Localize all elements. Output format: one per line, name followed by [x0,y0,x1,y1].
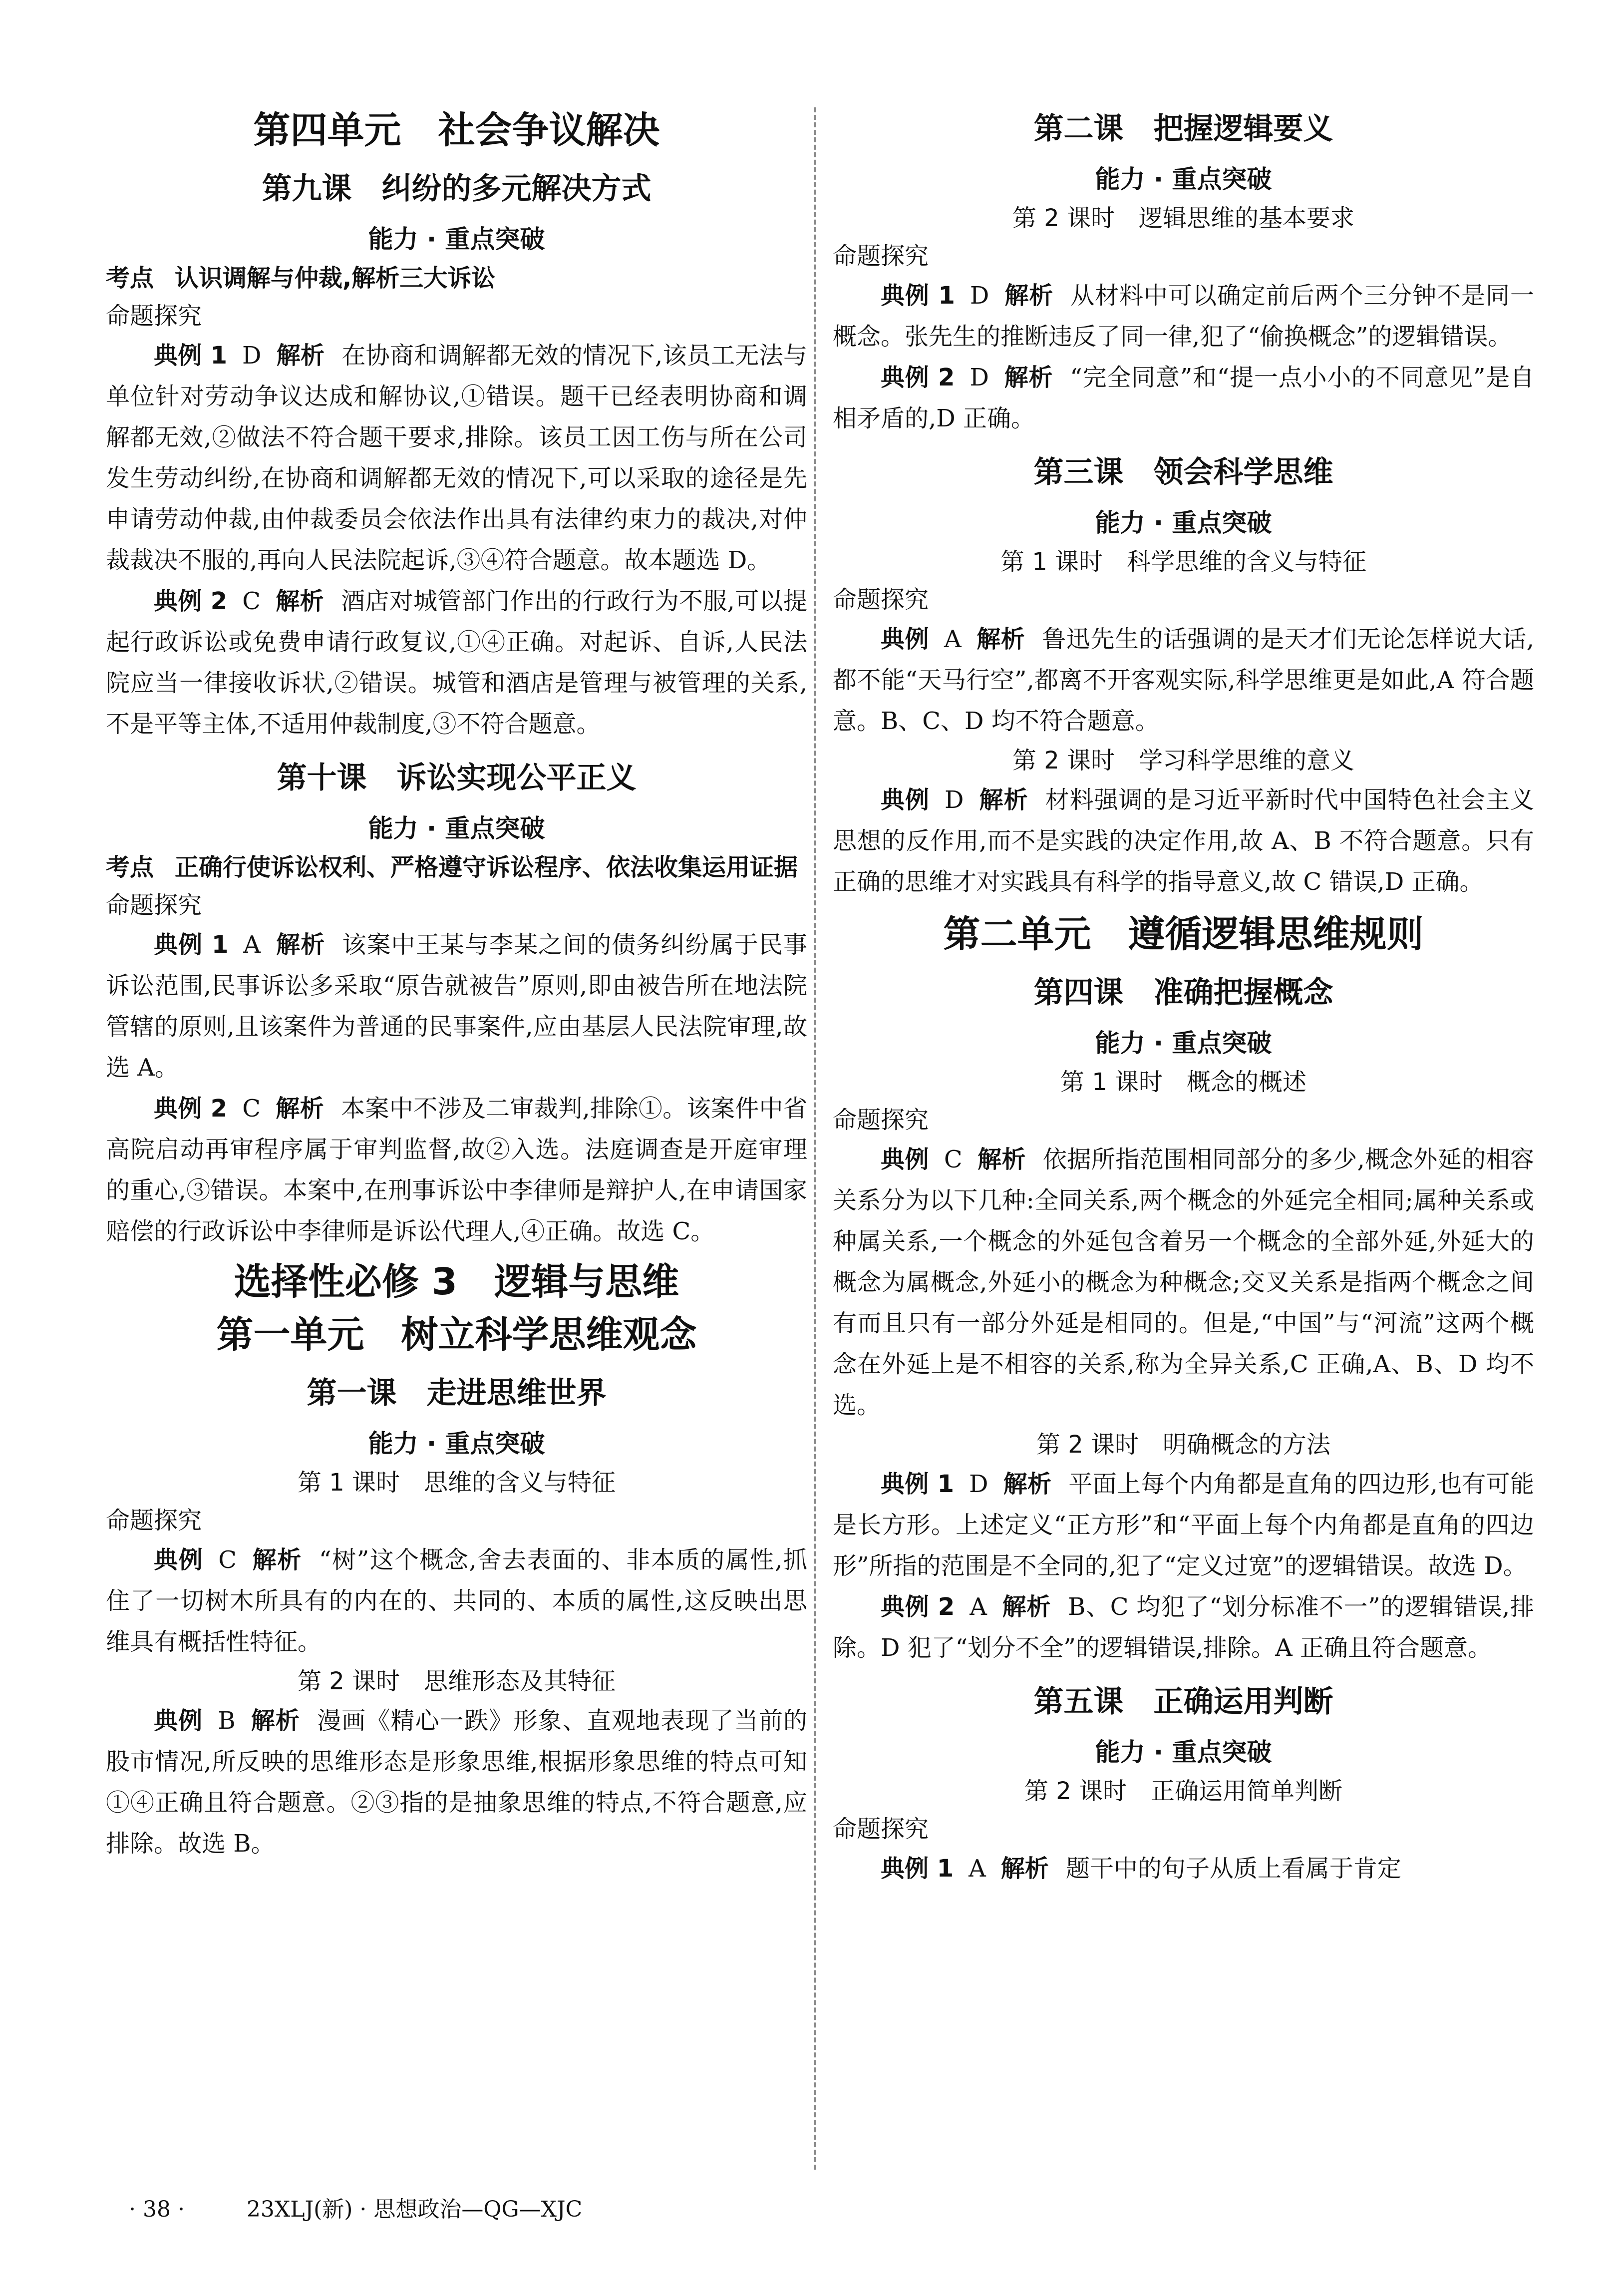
lesson-title: 第三课 领会科学思维 [1033,455,1333,490]
section-heading: 能力 · 重点突破 [1095,165,1272,194]
unit-title: 第四单元 社会争议解决 [253,109,660,152]
mingti-label: 命题探究 [833,242,929,270]
section-heading: 能力 · 重点突破 [368,225,545,254]
example-paragraph: 典例 D 解析 材料强调的是习近平新时代中国特色社会主义思想的反作用,而不是实践的决定作用,故 A、B 不符合题意。只有正确的思维才对实践具有科学的指导意义,故 C 错误,D 正确。 [833,786,1534,896]
keshi-heading: 第 2 课时 正确运用简单判断 [1024,1777,1343,1805]
unit-title: 第一单元 树立科学思维观念 [216,1313,697,1356]
keshi-heading: 第 1 课时 思维的含义与特征 [297,1469,616,1497]
section-heading: 能力 · 重点突破 [1095,508,1272,537]
lesson-title: 第九课 纠纷的多元解决方式 [262,171,651,206]
section-heading: 能力 · 重点突破 [368,814,545,843]
mingti-label: 命题探究 [833,586,929,614]
right-column [833,102,1534,1889]
section-heading: 能力 · 重点突破 [1095,1029,1272,1058]
column-divider [814,107,816,2170]
mingti-label: 命题探究 [106,1507,202,1534]
example-paragraph: 典例 C 解析 依据所指范围相同部分的多少,概念外延的相容关系分为以下几种:全同关系,两个概念的外延完全相同;属种关系或种属关系,一个概念的外延包含着另一个概念的全部外延,外延大的概念为属概念,外延小的概念为种概念;交叉关系是指两个概念之间有而且只有一部分外延是相同的。但是,“中国”与“河流”这两个概念在外延上是不相容的关系,称为全异关系,C 正确,A、B、D 均不选。 [833,1146,1534,1419]
kaodian-line [106,259,807,297]
footer-code: 23XLJ(新) · 思想政治—QG—XJC [246,2197,583,2222]
lesson-title: 第十课 诉讼实现公平正义 [277,761,637,795]
example-paragraph: 典例 A 解析 鲁迅先生的话强调的是天才们无论怎样说大话,都不能“天马行空”,都离不开客观实际,科学思维更是如此,A 符合题意。B、C、D 均不符合题意。 [833,625,1534,735]
lesson-title: 第四课 准确把握概念 [1033,975,1333,1010]
keshi-heading: 第 1 课时 科学思维的含义与特征 [1000,548,1367,576]
section-heading: 能力 · 重点突破 [1095,1738,1272,1767]
left-column [106,102,807,1864]
example-paragraph: 典例 1 D 解析 从材料中可以确定前后两个三分钟不是同一概念。张先生的推断违反了同一律,犯了“偷换概念”的逻辑错误。 [833,282,1534,351]
section-heading: 能力 · 重点突破 [368,1429,545,1458]
unit-title: 第二单元 遵循逻辑思维规则 [943,913,1424,956]
kaodian-tag: 考点 [106,853,154,881]
example-paragraph: 典例 2 C 解析 本案中不涉及二审裁判,排除①。该案件中省高院启动再审程序属于审判监督,故②入选。法庭调查是开庭审理的重心,③错误。本案中,在刑事诉讼中李律师是辩护人,在申请国家赔偿的行政诉讼中李律师是诉讼代理人,④正确。故选 C。 [106,1095,807,1245]
example-paragraph: 典例 2 D 解析 “完全同意”和“提一点小小的不同意见”是自相矛盾的,D 正确。 [833,364,1534,432]
keshi-heading: 第 2 课时 明确概念的方法 [1036,1431,1331,1459]
keshi-heading: 第 2 课时 逻辑思维的基本要求 [1012,204,1355,232]
example-paragraph: 典例 C 解析 “树”这个概念,舍去表面的、非本质的属性,抓住了一切树木所具有的内在的、共同的、本质的属性,这反映出思维具有概括性特征。 [106,1546,807,1656]
example-paragraph: 典例 2 C 解析 酒店对城管部门作出的行政行为不服,可以提起行政诉讼或免费申请行政复议,①④正确。对起诉、自诉,人民法院应当一律接收诉状,②错误。城管和酒店是管理与被管理的关系,不是平等主体,不适用仲裁制度,③不符合题意。 [106,587,807,738]
kaodian-line [106,848,807,886]
mingti-label: 命题探究 [833,1815,929,1843]
lesson-title: 第一课 走进思维世界 [307,1376,607,1411]
example-paragraph: 典例 2 A 解析 B、C 均犯了“划分标准不一”的逻辑错误,排除。D 犯了“划分不全”的逻辑错误,排除。A 正确且符合题意。 [833,1593,1534,1662]
lesson-title: 第五课 正确运用判断 [1033,1684,1333,1719]
kaodian-text: 认识调解与仲裁,解析三大诉讼 [175,264,496,292]
mingti-label: 命题探究 [106,302,202,330]
example-paragraph: 典例 1 A 解析 题干中的句子从质上看属于肯定 [881,1855,1401,1883]
example-paragraph: 典例 B 解析 漫画《精心一跌》形象、直观地表现了当前的股市情况,所反映的思维形态是形象思维,根据形象思维的特点可知①④正确且符合题意。②③指的是抽象思维的特点,不符合题意,应排除。故选 B。 [106,1707,807,1858]
keshi-heading: 第 1 课时 概念的概述 [1060,1068,1307,1096]
example-paragraph: 典例 1 D 解析 平面上每个内角都是直角的四边形,也有可能是长方形。上述定义“正方形”和“平面上每个内角都是直角的四边形”所指的范围是不全同的,犯了“定义过宽”的逻辑错误。故选 D。 [833,1470,1534,1580]
example-paragraph: 典例 1 A 解析 该案中王某与李某之间的债务纠纷属于民事诉讼范围,民事诉讼多采取“原告就被告”原则,即由被告所在地法院管辖的原则,且该案件为普通的民事案件,应由基层人民法院审理,故选 A。 [106,931,807,1082]
kaodian-text: 正确行使诉讼权利、严格遵守诉讼程序、依法收集运用证据 [175,853,798,881]
mingti-label: 命题探究 [106,891,202,919]
mingti-label: 命题探究 [833,1106,929,1134]
page-footer [129,2195,582,2225]
page-number: · 38 · [129,2197,185,2222]
keshi-heading: 第 2 课时 思维形态及其特征 [297,1667,616,1695]
lesson-title: 第二课 把握逻辑要义 [1033,111,1333,146]
kaodian-tag: 考点 [106,264,154,292]
keshi-heading: 第 2 课时 学习科学思维的意义 [1012,747,1355,774]
book-title: 选择性必修 3 逻辑与思维 [234,1260,679,1303]
example-paragraph: 典例 1 D 解析 在协商和调解都无效的情况下,该员工无法与单位针对劳动争议达成和解协议,①错误。题干已经表明协商和调解都无效,②做法不符合题干要求,排除。该员工因工伤与所在公司发生劳动纠纷,在协商和调解都无效的情况下,可以采取的途径是先申请劳动仲裁,由仲裁委员会依法作出具有法律约束力的裁决,对仲裁裁决不服的,再向人民法院起诉,③④符合题意。故本题选 D。 [106,342,807,574]
